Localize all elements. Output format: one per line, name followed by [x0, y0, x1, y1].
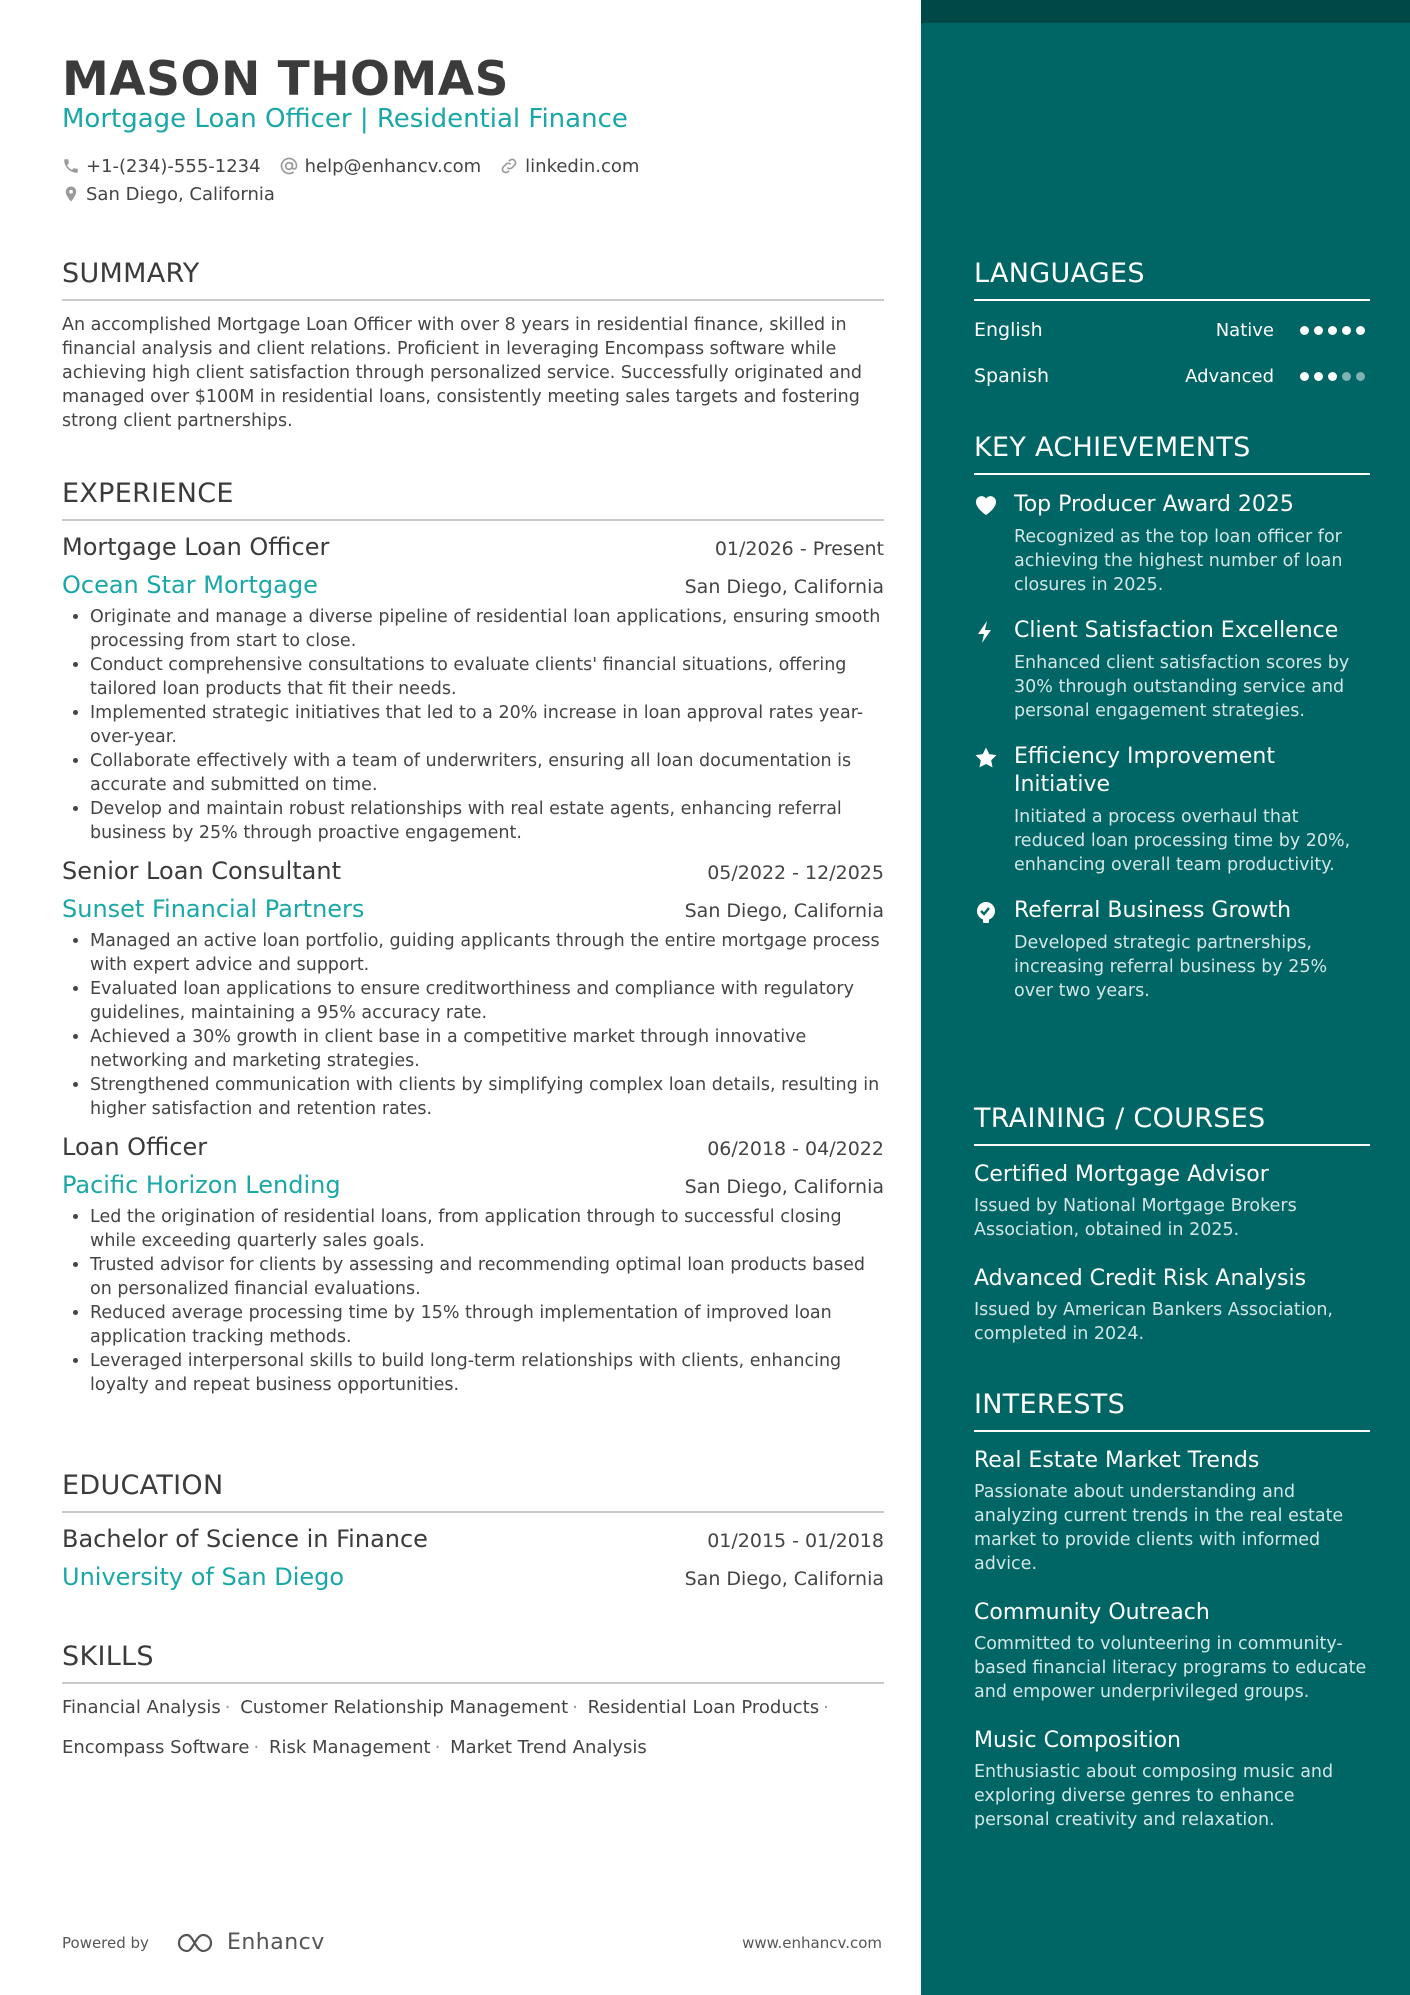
language-row	[974, 359, 1370, 393]
link-icon	[499, 156, 519, 176]
job-location: San Diego, California	[684, 900, 884, 922]
achievement-desc: Enhanced client satisfaction scores by 30% through outstanding service and personal engagement strategies.	[1014, 653, 1350, 721]
footer	[62, 1930, 882, 1955]
candidate-name: MASON THOMAS	[62, 52, 509, 107]
skills-section	[62, 1641, 884, 1768]
enhancv-logo-icon	[175, 1931, 223, 1955]
handshake-icon	[974, 900, 998, 924]
interests-title: INTERESTS	[974, 1389, 1370, 1432]
rating-dot-filled	[1342, 326, 1351, 335]
rating-dot-filled	[1300, 372, 1309, 381]
interest-item	[974, 1598, 1370, 1704]
star-icon	[974, 746, 998, 770]
candidate-role: Mortgage Loan Officer | Residential Finance	[62, 104, 628, 134]
job-entry	[62, 1133, 884, 1397]
interest-item	[974, 1726, 1370, 1832]
contact-email[interactable]	[279, 156, 482, 177]
bullet-item: • Originate and manage a diverse pipeline of residential loan applications, ensuring smooth processing from start to close.	[90, 605, 884, 653]
rating-dot-empty	[1356, 372, 1365, 381]
bullet-item: • Implemented strategic initiatives that led to a 20% increase in loan approval rates year-over-year.	[90, 701, 884, 749]
job-location: San Diego, California	[684, 1176, 884, 1198]
achievement-desc: Recognized as the top loan officer for achieving the highest number of loan closures in 2025.	[1014, 527, 1343, 595]
rating-dot-filled	[1314, 372, 1323, 381]
achievement-title: Client Satisfaction Excellence	[1014, 618, 1339, 643]
rating-dot-filled	[1356, 326, 1365, 335]
job-company: Sunset Financial Partners	[62, 895, 365, 923]
linkedin-text: linkedin.com	[525, 155, 640, 177]
job-location: San Diego, California	[684, 576, 884, 598]
language-rating	[1300, 326, 1370, 335]
job-title: Senior Loan Consultant	[62, 857, 342, 885]
experience-title: EXPERIENCE	[62, 478, 884, 521]
summary-section	[62, 258, 884, 433]
at-icon	[279, 156, 299, 176]
interest-desc: Committed to volunteering in community-based financial literacy programs to educate and empower underprivileged groups.	[974, 1634, 1367, 1702]
rating-dot-filled	[1328, 372, 1337, 381]
location-text: San Diego, California	[86, 183, 275, 205]
job-dates: 01/2026 - Present	[714, 538, 884, 560]
rating-dot-empty	[1342, 372, 1351, 381]
interest-item	[974, 1446, 1370, 1576]
achievement-item	[974, 743, 1370, 877]
interest-title: Real Estate Market Trends	[974, 1448, 1260, 1473]
job-title: Mortgage Loan Officer	[62, 533, 330, 561]
bullet-item: • Develop and maintain robust relationships with real estate agents, enhancing referral business by 25% through proactive engagement.	[90, 797, 884, 845]
education-dates: 01/2015 - 01/2018	[707, 1530, 884, 1552]
job-title: Loan Officer	[62, 1133, 208, 1161]
job-company: Ocean Star Mortgage	[62, 571, 318, 599]
location-pin-icon	[62, 184, 80, 204]
heart-icon	[974, 494, 998, 516]
skill-item: Financial Analysis	[62, 1697, 221, 1718]
language-level: Native	[1215, 319, 1274, 341]
bullet-item: • Conduct comprehensive consultations to evaluate clients' financial situations, offering tailored loan products that fit their needs.	[90, 653, 884, 701]
skill-item: Risk Management	[268, 1737, 431, 1758]
skills-list: Financial Analysis · Customer Relationship Management · Residential Loan Products · Encompass Software · Risk Management · Market Trend Analysis	[62, 1697, 829, 1758]
languages-title: LANGUAGES	[974, 258, 1370, 301]
job-dates: 05/2022 - 12/2025	[707, 862, 884, 884]
bullet-item: • Achieved a 30% growth in client base in a competitive market through innovative networking and marketing strategies.	[90, 1025, 884, 1073]
achievements-section	[974, 432, 1370, 1003]
rating-dot-filled	[1300, 326, 1309, 335]
contact-info	[62, 152, 657, 208]
achievement-item	[974, 491, 1370, 597]
job-bullets	[62, 1205, 884, 1397]
bullet-item: • Collaborate effectively with a team of underwriters, ensuring all loan documentation is accurate and submitted on time.	[90, 749, 884, 797]
bullet-item: • Managed an active loan portfolio, guiding applicants through the entire mortgage process with expert advice and support.	[90, 929, 884, 977]
bullet-item: • Trusted advisor for clients by assessing and recommending optimal loan products based on personalized financial evaluations.	[90, 1253, 884, 1301]
language-row	[974, 313, 1370, 347]
brand-logo[interactable]	[175, 1930, 325, 1955]
achievement-title: Efficiency Improvement Initiative	[1014, 744, 1275, 797]
skill-item: Residential Loan Products	[587, 1697, 820, 1718]
interest-desc: Passionate about understanding and analyzing current trends in the real estate market to provide clients with informed advice.	[974, 1482, 1344, 1574]
footer-site-link[interactable]: www.enhancv.com	[742, 1933, 882, 1952]
summary-text: An accomplished Mortgage Loan Officer with over 8 years in residential finance, skilled in financial analysis and client relations. Proficient in leveraging Encompass software while achieving high client satisfaction through personalized service. Successfully originated and managed over $100M in residential loans, consistently meeting sales targets and fostering strong client partnerships.	[62, 315, 862, 431]
bullet-item: • Led the origination of residential loans, from application through to successful closing while exceeding quarterly sales goals.	[90, 1205, 884, 1253]
brand-name: Enhancv	[226, 1930, 325, 1955]
school-name: University of San Diego	[62, 1563, 345, 1591]
course-title: Certified Mortgage Advisor	[974, 1162, 1269, 1187]
skill-item: Customer Relationship Management	[240, 1697, 569, 1718]
bolt-icon	[974, 620, 996, 644]
achievement-title: Referral Business Growth	[1014, 898, 1292, 923]
sidebar-top-bar	[921, 0, 1410, 23]
course-item	[974, 1264, 1370, 1346]
language-name: English	[974, 319, 1043, 341]
language-level: Advanced	[1185, 365, 1274, 387]
rating-dot-filled	[1328, 326, 1337, 335]
achievement-item	[974, 897, 1370, 1003]
skills-title: SKILLS	[62, 1641, 884, 1684]
sidebar-column	[921, 0, 1410, 1995]
interests-section	[974, 1389, 1370, 1832]
powered-by	[62, 1930, 325, 1955]
degree-title: Bachelor of Science in Finance	[62, 1525, 428, 1553]
summary-title: SUMMARY	[62, 258, 884, 301]
languages-section	[974, 258, 1370, 393]
contact-location	[62, 184, 275, 205]
education-title: EDUCATION	[62, 1470, 884, 1513]
achievement-title: Top Producer Award 2025	[1014, 492, 1294, 517]
skill-item: Market Trend Analysis	[450, 1737, 647, 1758]
experience-section	[62, 478, 884, 1397]
achievement-item	[974, 617, 1370, 723]
training-section	[974, 1103, 1370, 1346]
job-bullets	[62, 929, 884, 1121]
job-bullets	[62, 605, 884, 845]
language-name: Spanish	[974, 365, 1050, 387]
course-desc: Issued by American Bankers Association, completed in 2024.	[974, 1300, 1333, 1344]
job-dates: 06/2018 - 04/2022	[707, 1138, 884, 1160]
achievement-desc: Initiated a process overhaul that reduced loan processing time by 20%, enhancing overall team productivity.	[1014, 807, 1351, 875]
phone-icon	[62, 157, 80, 175]
bullet-item: • Strengthened communication with clients by simplifying complex loan details, resulting in higher satisfaction and retention rates.	[90, 1073, 884, 1121]
education-entry	[62, 1525, 884, 1591]
school-location: San Diego, California	[684, 1568, 884, 1590]
achievements-title: KEY ACHIEVEMENTS	[974, 432, 1370, 475]
achievement-desc: Developed strategic partnerships, increasing referral business by 25% over two years.	[1014, 933, 1328, 1001]
contact-phone[interactable]	[62, 156, 261, 177]
bullet-item: • Reduced average processing time by 15% through implementation of improved loan application tracking methods.	[90, 1301, 884, 1349]
job-company: Pacific Horizon Lending	[62, 1171, 341, 1199]
bullet-item: • Leveraged interpersonal skills to build long-term relationships with clients, enhancing loyalty and repeat business opportunities.	[90, 1349, 884, 1397]
language-rating	[1300, 372, 1370, 381]
interest-desc: Enthusiastic about composing music and exploring diverse genres to enhance personal creativity and relaxation.	[974, 1762, 1334, 1830]
job-entry	[62, 857, 884, 1121]
course-title: Advanced Credit Risk Analysis	[974, 1266, 1307, 1291]
course-item	[974, 1160, 1370, 1242]
interest-title: Community Outreach	[974, 1600, 1210, 1625]
course-desc: Issued by National Mortgage Brokers Association, obtained in 2025.	[974, 1196, 1297, 1240]
skill-item: Encompass Software	[62, 1737, 250, 1758]
phone-text: +1-(234)-555-1234	[86, 155, 261, 177]
training-title: TRAINING / COURSES	[974, 1103, 1370, 1146]
bullet-item: • Evaluated loan applications to ensure creditworthiness and compliance with regulatory guidelines, maintaining a 95% accuracy rate.	[90, 977, 884, 1025]
powered-by-label: Powered by	[62, 1933, 149, 1952]
job-entry	[62, 533, 884, 845]
rating-dot-filled	[1314, 326, 1323, 335]
interest-title: Music Composition	[974, 1728, 1181, 1753]
contact-linkedin[interactable]	[499, 156, 639, 177]
email-text: help@enhancv.com	[304, 155, 482, 177]
education-section	[62, 1470, 884, 1591]
